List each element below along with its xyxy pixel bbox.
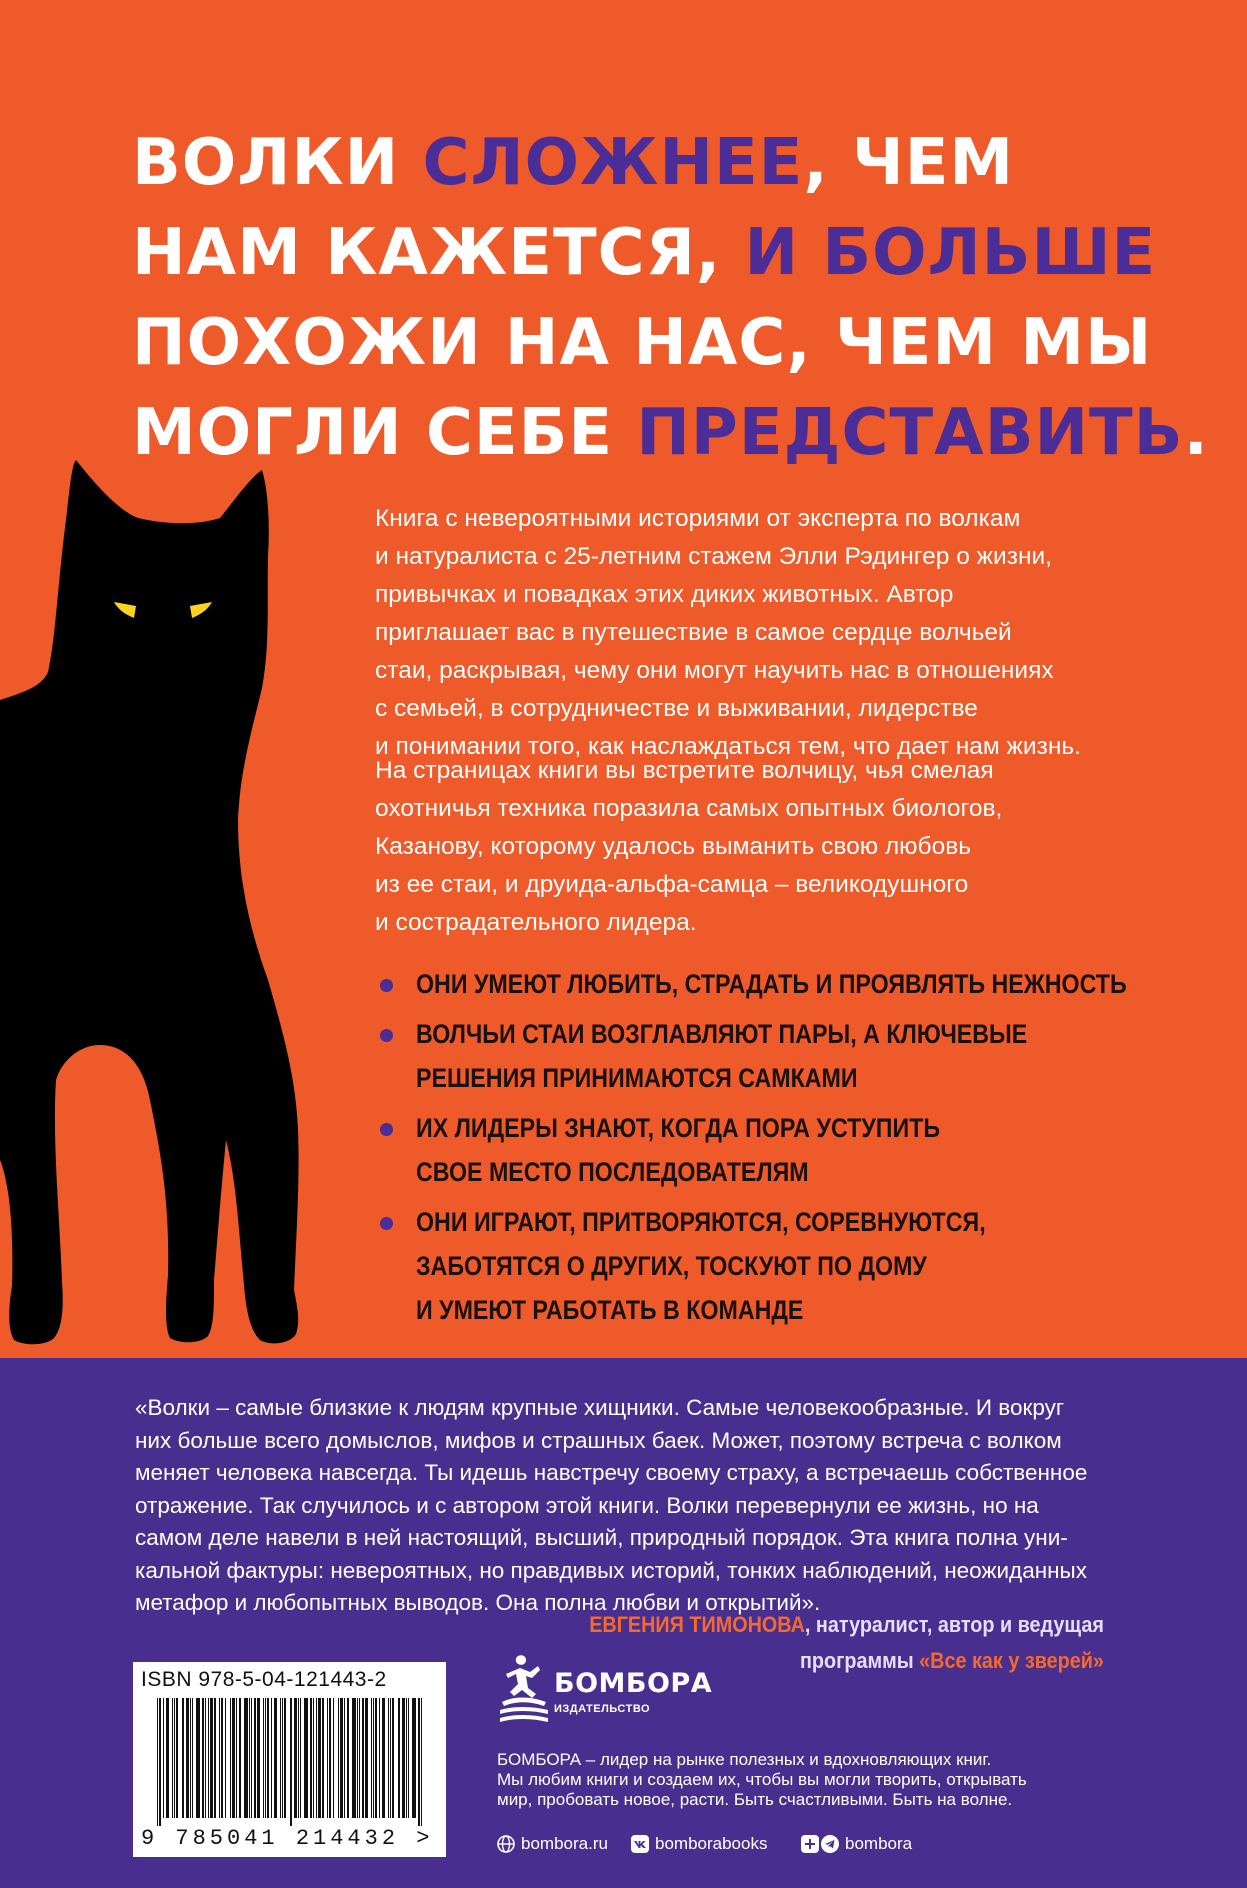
review-quote — [135, 1392, 1175, 1620]
description-line: привычках и повадках этих диких животных. Автор — [375, 581, 954, 608]
description-paragraph-1 — [375, 500, 1185, 766]
barcode-bar — [196, 1698, 200, 1818]
ean-digits: 9 785041 214432 > — [141, 1826, 434, 1851]
headline-line — [132, 298, 1212, 388]
barcode-bar — [221, 1698, 223, 1818]
quote-line: «Волки – самые близкие к людям крупные хищники. Самые человекообразные. И вокруг — [135, 1395, 1065, 1420]
attribution-program: «Все как у зверей» — [919, 1648, 1104, 1673]
feature-item — [380, 962, 1200, 1006]
barcode-bar — [244, 1698, 248, 1818]
wave-rider-icon — [496, 1650, 552, 1730]
barcode-bar — [219, 1698, 220, 1818]
barcode-bar — [210, 1698, 213, 1818]
barcode-bar — [304, 1698, 308, 1818]
publisher-blurb-line: Мы любим книги и создаем их, чтобы вы могли творить, открывать — [497, 1770, 1027, 1789]
barcode-bar — [313, 1698, 314, 1818]
barcode-bar — [340, 1698, 343, 1818]
barcode-bar — [310, 1698, 312, 1818]
barcode-bar — [333, 1698, 334, 1818]
barcode-bar — [294, 1698, 297, 1818]
barcode-bar — [157, 1698, 158, 1826]
barcode-bar — [298, 1698, 299, 1818]
attribution-role: , натуралист, автор и ведущая — [805, 1612, 1104, 1637]
barcode-bar — [172, 1698, 173, 1818]
headline-text: НАМ КАЖЕТСЯ, — [132, 216, 745, 290]
quote-line: отражение. Так случилось и с автором этой книги. Волки перевернули ее жизнь, но на — [135, 1492, 1039, 1518]
barcode-bar — [271, 1698, 272, 1818]
barcode-bar — [182, 1698, 184, 1818]
bullet-dot-icon — [380, 1217, 393, 1230]
headline-line — [132, 208, 1212, 298]
social-vk[interactable] — [631, 1834, 767, 1854]
barcode-bar — [418, 1698, 420, 1826]
barcode-bar — [392, 1698, 394, 1818]
barcode-bar — [421, 1698, 422, 1826]
headline-text: . — [1183, 396, 1209, 470]
barcode-bar — [214, 1698, 216, 1818]
barcode-bar — [202, 1698, 204, 1818]
barcode-bar — [239, 1698, 241, 1818]
barcode-bar — [316, 1698, 317, 1818]
description-line: Казанову, которому удалось выманить свою любовь — [375, 833, 971, 860]
barcode-bar — [280, 1698, 281, 1818]
barcode-bar — [190, 1698, 191, 1818]
bullet-dot-icon — [380, 1029, 393, 1042]
feature-text: ИХ ЛИДЕРЫ ЗНАЮТ, КОГДА ПОРА УСТУПИТЬ — [416, 1113, 941, 1143]
description-line: стаи, раскрывая, чему они могут научить нас в отношениях — [375, 657, 1054, 684]
feature-text: РЕШЕНИЯ ПРИНИМАЮТСЯ САМКАМИ — [416, 1063, 858, 1093]
quote-line: кальной фактуры: невероятных, но правдивых историй, тонких наблюдений, неожиданных — [135, 1557, 1087, 1583]
telegram-icon — [821, 1835, 839, 1853]
barcode-bar — [359, 1698, 360, 1818]
quote-line: метафор и любопытных выводов. Она полна любви и открытий». — [135, 1590, 821, 1615]
barcode-bar — [263, 1698, 264, 1818]
bullet-dot-icon — [380, 979, 393, 992]
barcode-bar — [208, 1698, 209, 1818]
publisher-blurb-line: БОМБОРА – лидер на рынке полезных и вдохновляющих книг. — [497, 1750, 992, 1769]
barcode-bar — [163, 1698, 164, 1818]
publisher-logo-name: БОМБОРА — [554, 1668, 713, 1699]
feature-text: ВОЛЧЬИ СТАИ ВОЗГЛАВЛЯЮТ ПАРЫ, А КЛЮЧЕВЫЕ — [416, 1019, 1028, 1049]
attribution-name: ЕВГЕНИЯ ТИМОНОВА — [589, 1612, 806, 1637]
barcode-bar — [382, 1698, 385, 1818]
barcode-bar — [338, 1698, 339, 1818]
publisher-logo-subtitle: ИЗДАТЕЛЬСТВО — [554, 1703, 651, 1715]
quote-line: самом деле навели в ней настоящий, высший, природный порядок. Эта книга полна уни- — [135, 1525, 1068, 1550]
barcode-bar — [274, 1698, 277, 1818]
barcode-bar — [408, 1698, 409, 1818]
feature-text: ОНИ ИГРАЮТ, ПРИТВОРЯЮТСЯ, СОРЕВНУЮТСЯ, — [416, 1207, 986, 1237]
barcode-bar — [402, 1698, 405, 1818]
description-line: Книга с невероятными историями от эксперта по волкам — [375, 505, 1021, 532]
barcode-bar — [390, 1698, 391, 1818]
barcode-bar — [388, 1698, 389, 1818]
quote-line: меняет человека навсегда. Ты идешь навстречу своему страху, а встречаешь собственное — [135, 1460, 1088, 1485]
description-line: На страницах книги вы встретите волчицу, чья смелая — [375, 757, 994, 784]
feature-text: СВОЕ МЕСТО ПОСЛЕДОВАТЕЛЯМ — [416, 1157, 809, 1187]
barcode-bar — [375, 1698, 377, 1818]
feature-text: И УМЕЮТ РАБОТАТЬ В КОМАНДЕ — [416, 1295, 804, 1325]
barcode-bar — [398, 1698, 400, 1818]
headline-text: , ЧЕМ — [803, 126, 1015, 200]
globe-icon — [497, 1835, 515, 1853]
description-paragraph-2 — [375, 752, 1185, 942]
barcode-bar — [225, 1698, 226, 1818]
headline-line — [132, 118, 1212, 208]
barcode-bar — [254, 1698, 256, 1818]
barcode-bar — [249, 1698, 250, 1818]
description-line: приглашает вас в путешествие в самое сердце волчьей — [375, 619, 1012, 646]
isbn-label: ISBN 978-5-04-121443-2 — [141, 1668, 387, 1691]
headline-accent-text: И БОЛЬШЕ — [744, 216, 1157, 290]
barcode-bar — [236, 1698, 237, 1818]
description-line: и понимании того, как наслаждаться тем, что дает нам жизнь. — [375, 733, 1081, 760]
barcode-bar — [371, 1698, 372, 1818]
quote-line: них больше всего домыслов, мифов и страшных баек. Может, поэтому встреча с волком — [135, 1427, 1062, 1453]
social-website-label: bombora.ru — [521, 1834, 608, 1853]
barcode-bar — [267, 1698, 269, 1818]
barcode-bar — [186, 1698, 189, 1818]
barcode-bar — [322, 1698, 324, 1818]
headline — [132, 118, 1212, 478]
barcode-bar — [232, 1698, 235, 1818]
description-line: и сострадательного лидера. — [375, 909, 697, 936]
social-website[interactable] — [497, 1834, 608, 1854]
feature-item — [380, 1200, 1200, 1332]
headline-text: ПОХОЖИ НА НАС, ЧЕМ МЫ — [132, 306, 1153, 380]
plus-icon — [801, 1835, 819, 1853]
barcode-bar — [282, 1698, 283, 1818]
description-line: с семьей, в сотрудничестве и выживании, лидерстве — [375, 695, 978, 722]
barcode-bar — [166, 1698, 169, 1818]
barcode-bar — [365, 1698, 368, 1818]
social-telegram-label: bombora — [845, 1834, 913, 1853]
publisher-logo — [496, 1650, 716, 1740]
headline-accent-text: ПРЕДСТАВИТЬ — [636, 396, 1184, 470]
barcode-bar — [344, 1698, 345, 1818]
barcode-bar — [347, 1698, 349, 1818]
bullet-dot-icon — [380, 1123, 393, 1136]
feature-item — [380, 1012, 1200, 1100]
barcode-bar — [257, 1698, 260, 1818]
barcode-bar — [318, 1698, 321, 1818]
vk-icon — [631, 1835, 649, 1853]
headline-text: ВОЛКИ — [132, 126, 423, 200]
barcode-bar — [159, 1698, 161, 1826]
barcode-bar — [251, 1698, 252, 1818]
barcode-bar — [192, 1698, 193, 1818]
barcode-bar — [357, 1698, 358, 1818]
headline-accent-text: СЛОЖНЕЕ — [422, 126, 804, 200]
barcode-bar — [205, 1698, 206, 1818]
description-line: охотничья техника поразила самых опытных биологов, — [375, 795, 1003, 822]
barcode-bar — [329, 1698, 331, 1818]
barcode-bar — [265, 1698, 266, 1818]
barcode-box — [133, 1662, 446, 1857]
publisher-blurb-line: мир, пробовать новое, расти. Быть счастливыми. Быть на волне. — [497, 1790, 1013, 1809]
feature-text: ОНИ УМЕЮТ ЛЮБИТЬ, СТРАДАТЬ И ПРОЯВЛЯТЬ НЕЖНОСТЬ — [416, 969, 1127, 999]
barcode-bar — [373, 1698, 374, 1818]
wolf-silhouette — [0, 460, 330, 1360]
feature-text: ЗАБОТЯТСЯ О ДРУГИХ, ТОСКУЮТ ПО ДОМУ — [416, 1251, 927, 1281]
feature-list — [380, 962, 1200, 1338]
social-vk-label: bomborabooks — [655, 1834, 768, 1853]
barcode-bar — [379, 1698, 380, 1818]
barcode-bar — [352, 1698, 356, 1818]
barcode-bar — [362, 1698, 364, 1818]
barcode-bar — [327, 1698, 328, 1818]
barcode-bar — [230, 1698, 231, 1818]
barcode-bar — [300, 1698, 301, 1818]
publisher-blurb — [497, 1750, 1057, 1810]
barcode-bar — [284, 1698, 286, 1818]
barcode-bars — [157, 1698, 427, 1826]
barcode-bar — [290, 1698, 292, 1826]
social-telegram[interactable] — [801, 1834, 912, 1854]
attribution-program-prefix: программы — [800, 1648, 920, 1673]
description-line: из ее стаи, и друида-альфа-самца – великодушного — [375, 871, 969, 898]
barcode-bar — [412, 1698, 416, 1818]
description-line: и натуралиста с 25-летним стажем Элли Рэдингер о жизни, — [375, 543, 1052, 570]
barcode-bar — [406, 1698, 407, 1818]
headline-text: МОГЛИ СЕБЕ — [132, 396, 637, 470]
feature-item — [380, 1106, 1200, 1194]
barcode-bar — [176, 1698, 178, 1818]
barcode-bar — [174, 1698, 175, 1818]
